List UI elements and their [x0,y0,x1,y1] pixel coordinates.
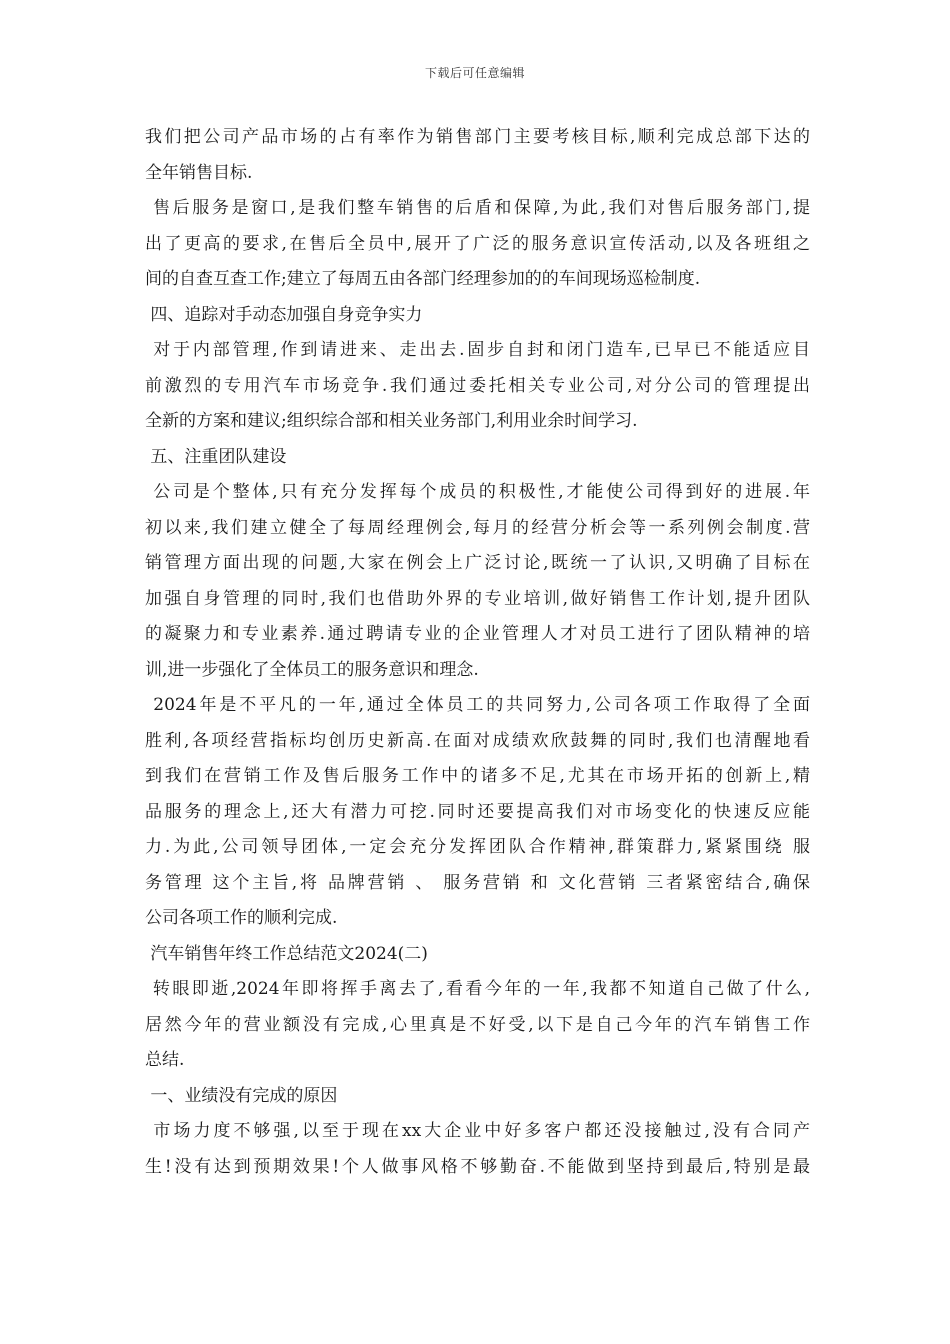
text-line: 销管理方面出现的问题,大家在例会上广泛讨论,既统一了认识,又明确了目标在 [145,553,810,573]
text-line: 全新的方案和建议;组织综合部和相关业务部门,利用业余时间学习. [145,411,638,431]
text-line: 出了更高的要求,在售后全员中,展开了广泛的服务意识宣传活动,以及各班组之 [145,233,810,254]
text-line: 总结. [145,1050,185,1070]
text-line: 公司是个整体,只有充分发挥每个成员的积极性,才能使公司得到好的进展.年 [145,482,810,502]
text-line: 初以来,我们建立健全了每周经理例会,每月的经营分析会等一系列例会制度.营 [145,517,810,538]
text-line: 汽车销售年终工作总结范文2024(二) [145,943,428,964]
page-header: 下载后可任意编辑 [424,66,525,80]
text-line: 转眼即逝,2024年即将挥手离去了,看看今年的一年,我都不知道自己做了什么, [145,979,810,999]
text-line: 胜利,各项经营指标均创历史新高.在面对成绩欢欣鼓舞的同时,我们也清醒地看 [145,730,810,751]
text-line: 间的自查互查工作;建立了每周五由各部门经理参加的的车间现场巡检制度. [145,269,701,289]
text-line: 前激烈的专用汽车市场竞争.我们通过委托相关专业公司,对分公司的管理提出 [145,375,810,396]
text-line: 居然今年的营业额没有完成,心里真是不好受,以下是自己今年的汽车销售工作 [145,1014,810,1035]
text-line: 对于内部管理,作到请进来、走出去.固步自封和闭门造车,已早已不能适应目 [145,340,810,360]
text-line: 五、注重团队建设 [145,446,287,467]
text-line: 公司各项工作的顺利完成. [145,908,338,928]
text-line: 训,进一步强化了全体员工的服务意识和理念. [145,659,479,680]
text-line: 市场力度不够强,以至于现在xx大企业中好多客户都还没接触过,没有合同产 [145,1121,810,1141]
text-line: 售后服务是窗口,是我们整车销售的后盾和保障,为此,我们对售后服务部门,提 [145,198,810,218]
text-line: 的凝聚力和专业素养.通过聘请专业的企业管理人才对员工进行了团队精神的培 [145,624,810,644]
text-line: 到我们在营销工作及售后服务工作中的诸多不足,尤其在市场开拓的创新上,精 [145,766,810,786]
text-line: 一、业绩没有完成的原因 [145,1085,338,1106]
text-line: 四、追踪对手动态加强自身竞争实力 [145,304,423,325]
text-line: 全年销售目标. [145,162,253,183]
text-line: 力.为此,公司领导团体,一定会充分发挥团队合作精神,群策群力,紧紧围绕 服 [145,837,810,857]
text-line: 生!没有达到预期效果!个人做事风格不够勤奋.不能做到坚持到最后,特别是最 [145,1156,810,1177]
text-line: 加强自身管理的同时,我们也借助外界的专业培训,做好销售工作计划,提升团队 [145,588,810,609]
document-body [145,120,810,1185]
text-line: 务管理 这个主旨,将 品牌营销 、 服务营销 和 文化营销 三者紧密结合,确保 [145,872,810,893]
text-line: 我们把公司产品市场的占有率作为销售部门主要考核目标,顺利完成总部下达的 [145,127,810,147]
text-line: 品服务的理念上,还大有潜力可挖.同时还要提高我们对市场变化的快速反应能 [145,801,810,822]
text-line: 2024年是不平凡的一年,通过全体员工的共同努力,公司各项工作取得了全面 [145,695,810,715]
